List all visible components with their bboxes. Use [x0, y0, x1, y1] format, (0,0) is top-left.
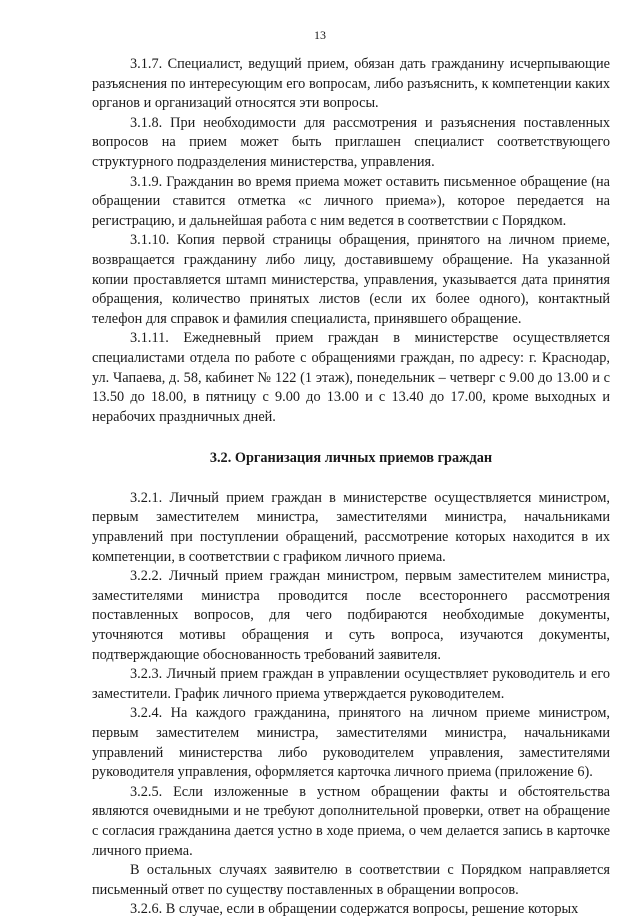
paragraph-3-2-5: 3.2.5. Если изложенные в устном обращении факты и обстоятельства являются очевидными и не требуют дополнительной проверки, ответ на обращение с согласия гражданина дается устно в ходе приема, о чем делается запись в карточке личного приема.: [92, 783, 610, 859]
page-number: 13: [314, 28, 326, 42]
paragraph-3-1-7: 3.1.7. Специалист, ведущий прием, обязан дать гражданину исчерпывающие разъяснения по интересующим его вопросам, либо разъяснить, к компетенции каких органов и организаций относятся эти вопросы.: [92, 56, 610, 112]
paragraph-3-1-11: 3.1.11. Ежедневный прием граждан в министерстве осуществляется специалистами отдела по работе с обращениями граждан, по адресу: г. Краснодар, ул. Чапаева, д. 58, кабинет № 122 (1 этаж), понедельник – четверг с 9.00 до 13.00 и с 13.50 до 18.00, в пятницу с 9.00 до 13.00 и с 13.40 до 17.00, кроме выходных и нерабочих праздничных дней.: [92, 330, 610, 425]
paragraph-3-2-3: 3.2.3. Личный прием граждан в управлении осуществляет руководитель и его заместители. График личного приема утверждается руководителем.: [92, 666, 610, 702]
paragraph-3-1-10: 3.1.10. Копия первой страницы обращения, принятого на личном приеме, возвращается гражданину либо лицу, доставившему обращение. На указанной копии проставляется штамп министерства, управления, указывается дата принятия обращения, количество принятых листов (если их более одного), контактный телефон для справок и фамилия специалиста, принявшего обращение.: [92, 232, 610, 327]
section-heading-3-2: 3.2. Организация личных приемов граждан: [209, 450, 493, 467]
paragraph-3-2-4: 3.2.4. На каждого гражданина, принятого на личном приеме министром, первым заместителем министра, заместителями министра, начальниками управлений министерства либо руководителем управления, заместителями руководителя управления, оформляется карточка личного приема (приложение 6).: [92, 705, 610, 781]
paragraph-other-cases: В остальных случаях заявителю в соответствии с Порядком направляется письменный ответ по существу поставленных в обращении вопросов.: [92, 862, 610, 898]
paragraph-3-1-8: 3.1.8. При необходимости для рассмотрения и разъяснения поставленных вопросов на прием может быть приглашен специалист соответствующего структурного подразделения министерства, управления.: [92, 114, 610, 170]
paragraph-3-2-1: 3.2.1. Личный прием граждан в министерстве осуществляется министром, первым заместителем министра, заместителями министра, начальниками управлений при поступлении обращений, рассмотрение которых находится в их компетенции, в соответствии с графиком личного приема.: [92, 489, 610, 565]
paragraph-3-2-2: 3.2.2. Личный прием граждан министром, первым заместителем министра, заместителями министра проводится после всестороннего рассмотрения поставленных вопросов, для чего подбираются необходимые документы, уточняются мотивы обращения и суть вопроса, изучаются документы, подтверждающие обоснованность требований заявителя.: [92, 568, 610, 663]
paragraph-3-2-6: 3.2.6. В случае, если в обращении содержатся вопросы, решение которых: [130, 901, 579, 918]
document-body: [92, 55, 610, 920]
paragraph-3-1-9: 3.1.9. Гражданин во время приема может оставить письменное обращение (на обращении ставится отметка «с личного приема»), которое передается на регистрацию, и дальнейшая работа с ним ведется в соответствии с Порядком.: [92, 173, 610, 229]
